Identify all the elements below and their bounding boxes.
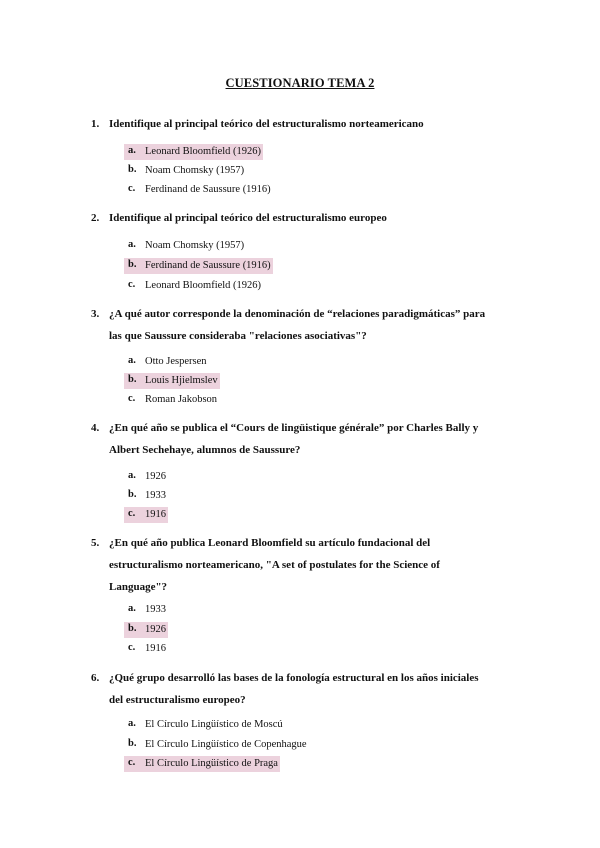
question-text: Identifique al principal teórico del estructuralismo europeo bbox=[109, 212, 387, 224]
option-letter: c. bbox=[128, 508, 136, 519]
question-text-line: estructuralismo norteamericano, "A set of postulates for the Science of bbox=[109, 559, 440, 571]
question-text-line: del estructuralismo europeo? bbox=[109, 694, 246, 706]
option-text: El Círculo Lingüístico de Moscú bbox=[145, 719, 283, 730]
option-c[interactable] bbox=[0, 278, 600, 294]
option-text: 1933 bbox=[145, 490, 166, 501]
option-letter: a. bbox=[128, 603, 136, 614]
option-letter: b. bbox=[128, 623, 137, 634]
option-letter: a. bbox=[128, 145, 136, 156]
option-text: El Círculo Lingüístico de Praga bbox=[145, 758, 278, 769]
option-a[interactable] bbox=[0, 354, 600, 370]
option-letter: b. bbox=[128, 259, 137, 270]
option-c[interactable] bbox=[0, 507, 600, 523]
option-b[interactable] bbox=[0, 488, 600, 504]
option-letter: a. bbox=[128, 718, 136, 729]
option-b[interactable] bbox=[0, 737, 600, 753]
question-text bbox=[109, 667, 519, 711]
option-letter: b. bbox=[128, 738, 137, 749]
question-text bbox=[109, 532, 519, 598]
option-letter: a. bbox=[128, 239, 136, 250]
option-text: Roman Jakobson bbox=[145, 394, 218, 405]
option-text: Louis Hjielmslev bbox=[145, 375, 218, 386]
option-text: 1933 bbox=[145, 604, 166, 615]
option-text: Leonard Bloomfield (1926) bbox=[145, 280, 262, 291]
option-text: 1916 bbox=[145, 509, 166, 520]
option-text: Ferdinand de Saussure (1916) bbox=[145, 260, 271, 271]
option-text: 1916 bbox=[145, 643, 166, 654]
option-b[interactable] bbox=[0, 163, 600, 179]
question-text: Identifique al principal teórico del estructuralismo norteamericano bbox=[109, 118, 424, 130]
option-a[interactable] bbox=[0, 469, 600, 485]
option-text: El Círculo Lingüístico de Copenhague bbox=[145, 739, 307, 750]
option-text: Leonard Bloomfield (1926) bbox=[145, 146, 262, 157]
page-title: CUESTIONARIO TEMA 2 bbox=[225, 76, 375, 90]
option-letter: c. bbox=[128, 757, 136, 768]
option-a[interactable] bbox=[0, 238, 600, 254]
option-a[interactable] bbox=[0, 602, 600, 618]
question-number: 2. bbox=[91, 212, 100, 224]
option-letter: a. bbox=[128, 355, 136, 366]
question-number: 4. bbox=[91, 422, 100, 434]
question-number: 6. bbox=[91, 672, 100, 684]
question-text-line: las que Saussure consideraba "relaciones asociativas"? bbox=[109, 330, 367, 342]
option-a[interactable] bbox=[0, 717, 600, 733]
question-text bbox=[109, 303, 519, 347]
option-c[interactable] bbox=[0, 641, 600, 657]
option-b[interactable] bbox=[0, 373, 600, 389]
question-text-line: Albert Sechehaye, alumnos de Saussure? bbox=[109, 444, 301, 456]
option-letter: c. bbox=[128, 393, 136, 404]
option-text: Noam Chomsky (1957) bbox=[145, 165, 245, 176]
option-letter: b. bbox=[128, 489, 137, 500]
option-text: Otto Jespersen bbox=[145, 356, 207, 367]
question-text-line: Language"? bbox=[109, 581, 168, 593]
option-c[interactable] bbox=[0, 756, 600, 772]
option-letter: c. bbox=[128, 642, 136, 653]
option-c[interactable] bbox=[0, 182, 600, 198]
question-number: 5. bbox=[91, 537, 100, 549]
question-number: 3. bbox=[91, 308, 100, 320]
option-text: Ferdinand de Saussure (1916) bbox=[145, 184, 271, 195]
option-c[interactable] bbox=[0, 392, 600, 408]
option-letter: b. bbox=[128, 374, 137, 385]
option-letter: c. bbox=[128, 183, 136, 194]
question-number: 1. bbox=[91, 118, 100, 130]
question-text-line: ¿A qué autor corresponde la denominación de “relaciones paradigmáticas” para bbox=[109, 308, 486, 320]
question-text-line: ¿En qué año se publica el “Cours de lingüistique générale” por Charles Bally y bbox=[109, 422, 479, 434]
option-b[interactable] bbox=[0, 258, 600, 274]
option-a[interactable] bbox=[0, 144, 600, 160]
option-b[interactable] bbox=[0, 622, 600, 638]
question-text bbox=[109, 417, 519, 461]
option-letter: a. bbox=[128, 470, 136, 481]
option-letter: b. bbox=[128, 164, 137, 175]
option-text: 1926 bbox=[145, 471, 166, 482]
option-text: Noam Chomsky (1957) bbox=[145, 240, 245, 251]
option-text: 1926 bbox=[145, 624, 166, 635]
option-letter: c. bbox=[128, 279, 136, 290]
question-text-line: ¿En qué año publica Leonard Bloomfield su artículo fundacional del bbox=[109, 537, 431, 549]
question-text-line: ¿Qué grupo desarrolló las bases de la fonología estructural en los años iniciales bbox=[109, 672, 479, 684]
